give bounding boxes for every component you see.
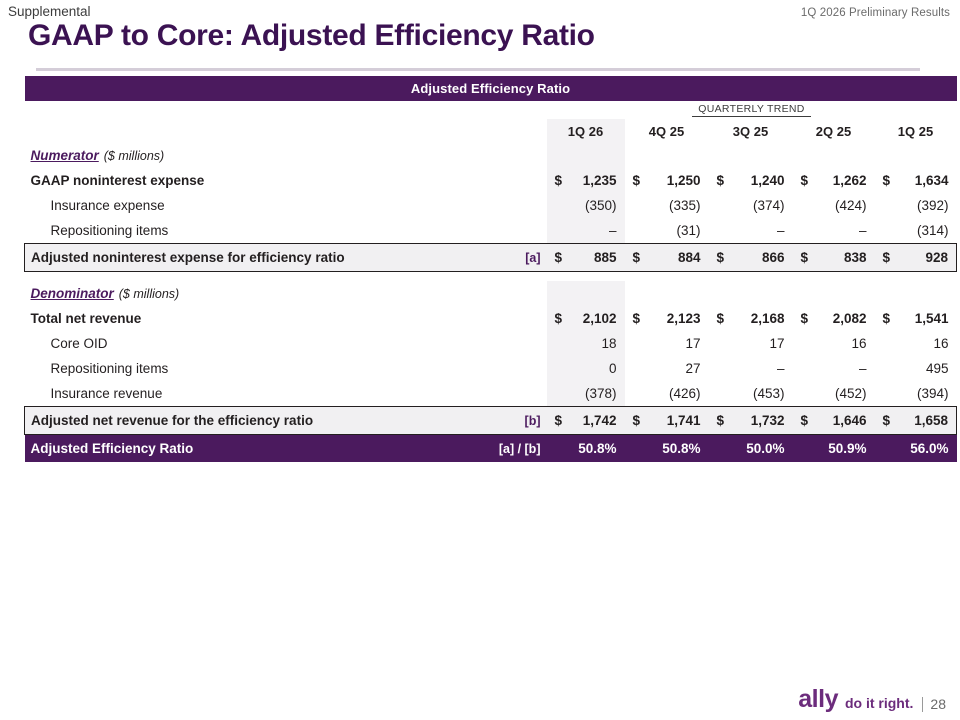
cell-value: (350) [547,193,625,218]
cell-value: 50.8% [625,435,709,463]
cell-value: 50.0% [709,435,793,463]
numerator-label: Numerator [30,148,99,163]
section-header-denominator [25,281,957,306]
cell-value: 27 [685,361,701,376]
ally-tagline: do it right. [844,695,914,711]
cell-value: $ 1,732 [709,407,793,435]
denominator-units: ($ millions) [118,287,180,301]
cell-value: 16 [933,336,949,351]
cell-value: 17 [769,336,785,351]
total-row-adjusted-efficiency-ratio [25,435,957,463]
quarterly-trend-label: QUARTERLY TREND [547,101,957,119]
column-header-2q25: 2Q 25 [815,123,852,139]
row-label: Core OID [50,336,108,351]
cell-value: $ 1,262 [800,173,867,188]
ref-a: [a] [485,244,547,272]
denominator-label: Denominator [30,286,114,301]
cell-value: 495 [925,361,949,376]
row-label: Repositioning items [50,223,169,238]
cell-value: (31) [676,223,701,238]
cell-value: $ 1,235 [547,168,625,193]
cell-value: (453) [752,386,785,401]
column-header-4q25: 4Q 25 [648,123,685,139]
cell-value: $ 1,741 [625,407,709,435]
row-label: Adjusted net revenue for the efficiency ratio [25,407,485,435]
ally-logo: ally [798,685,838,713]
table-row [25,331,957,356]
cell-value: $ 2,102 [547,306,625,331]
cell-value: $ 1,541 [882,311,949,326]
cell-value: (424) [834,198,867,213]
cell-value: $ 884 [625,244,709,272]
cell-value: – [776,361,785,376]
table-row [25,356,957,381]
supplemental-label: Supplemental [8,4,91,19]
cell-value: $ 1,240 [716,173,785,188]
table-band-row [25,76,957,101]
cell-value: $ 838 [793,244,875,272]
table-band-title: Adjusted Efficiency Ratio [25,76,957,101]
cell-value: $ 1,742 [547,407,625,435]
row-label: Insurance revenue [50,386,163,401]
cell-value: – [858,361,867,376]
cell-value: (374) [752,198,785,213]
cell-value: $ 928 [875,244,957,272]
cell-value: 17 [685,336,701,351]
title-divider [36,68,920,71]
subtotal-row-adjusted-net-revenue [25,407,957,435]
row-spacer [25,272,957,282]
cell-value: $ 1,634 [882,173,949,188]
cell-value: $ 1,658 [875,407,957,435]
footer [798,687,946,712]
row-label: Insurance expense [50,198,165,213]
cell-value: $ 1,250 [632,173,701,188]
page-title: GAAP to Core: Adjusted Efficiency Ratio [28,19,595,52]
deck-tag: 1Q 2026 Preliminary Results [800,7,950,19]
column-header-1q25: 1Q 25 [897,123,934,139]
cell-value: 56.0% [875,435,957,463]
table-row [25,381,957,407]
column-header-1q26: 1Q 26 [547,119,625,143]
table-row [25,193,957,218]
table-row [25,168,957,193]
row-label: Adjusted Efficiency Ratio [25,435,485,463]
cell-value: – [858,223,867,238]
cell-value: (314) [916,223,949,238]
cell-value: $ 2,082 [800,311,867,326]
cell-value: (392) [916,198,949,213]
table-row [25,218,957,244]
table-row [25,306,957,331]
cell-value: $ 885 [547,244,625,272]
row-label: GAAP noninterest expense [30,173,205,188]
cell-value: (394) [916,386,949,401]
cell-value: $ 1,646 [793,407,875,435]
cell-value: $ 2,123 [632,311,701,326]
cell-value: (452) [834,386,867,401]
cell-value: 16 [851,336,867,351]
cell-value: 50.8% [547,435,625,463]
cell-value: (426) [668,386,701,401]
row-label: Repositioning items [50,361,169,376]
column-header-row [25,119,957,143]
cell-value: 0 [547,356,625,381]
column-header-3q25: 3Q 25 [732,123,769,139]
efficiency-ratio-table [24,76,949,462]
cell-value: – [776,223,785,238]
section-header-numerator [25,143,957,168]
row-label: Total net revenue [30,311,142,326]
cell-value: 50.9% [793,435,875,463]
cell-value: (335) [668,198,701,213]
quarterly-trend-row [25,101,957,119]
row-label: Adjusted noninterest expense for efficiency ratio [25,244,485,272]
ref-a-over-b: [a] / [b] [485,435,547,463]
cell-value: (378) [547,381,625,407]
cell-value: $ 866 [709,244,793,272]
page-number: 28 [922,697,946,712]
cell-value: $ 2,168 [716,311,785,326]
cell-value: – [547,218,625,244]
subtotal-row-adjusted-noninterest-expense [25,244,957,272]
numerator-units: ($ millions) [103,149,165,163]
cell-value: 18 [547,331,625,356]
ref-b: [b] [485,407,547,435]
